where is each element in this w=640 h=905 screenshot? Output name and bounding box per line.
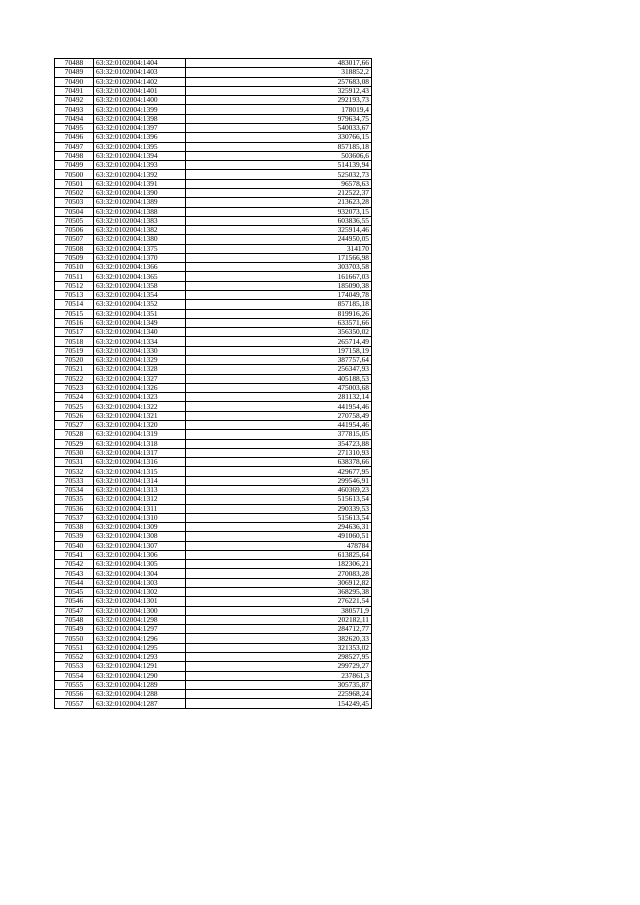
cadastral-number-cell: 63:32:0102004:1298 [94, 615, 186, 624]
row-number-cell: 70524 [55, 393, 94, 402]
row-number-cell: 70545 [55, 588, 94, 597]
table-row [55, 263, 372, 272]
row-number-cell: 70542 [55, 560, 94, 569]
cadastral-number-cell: 63:32:0102004:1311 [94, 504, 186, 513]
table-row [55, 411, 372, 420]
row-number-cell: 70523 [55, 383, 94, 392]
row-number-cell: 70497 [55, 142, 94, 151]
cadastral-number-cell: 63:32:0102004:1322 [94, 402, 186, 411]
cadastral-value-cell: 244950,05 [186, 235, 372, 244]
table-row [55, 365, 372, 374]
cadastral-value-table [54, 58, 372, 709]
row-number-cell: 70521 [55, 365, 94, 374]
row-number-cell: 70489 [55, 68, 94, 77]
cadastral-value-cell: 174049,78 [186, 291, 372, 300]
row-number-cell: 70538 [55, 523, 94, 532]
cadastral-value-cell: 515613,54 [186, 495, 372, 504]
row-number-cell: 70516 [55, 318, 94, 327]
cadastral-number-cell: 63:32:0102004:1352 [94, 300, 186, 309]
table-row [55, 606, 372, 615]
table-row [55, 439, 372, 448]
table-row [55, 337, 372, 346]
table-row [55, 430, 372, 439]
cadastral-number-cell: 63:32:0102004:1354 [94, 291, 186, 300]
cadastral-number-cell: 63:32:0102004:1393 [94, 161, 186, 170]
table-row [55, 523, 372, 532]
table-row [55, 680, 372, 689]
row-number-cell: 70530 [55, 448, 94, 457]
cadastral-number-cell: 63:32:0102004:1314 [94, 476, 186, 485]
table-row [55, 161, 372, 170]
row-number-cell: 70536 [55, 504, 94, 513]
cadastral-number-cell: 63:32:0102004:1301 [94, 597, 186, 606]
row-number-cell: 70508 [55, 244, 94, 253]
cadastral-number-cell: 63:32:0102004:1317 [94, 448, 186, 457]
row-number-cell: 70509 [55, 253, 94, 262]
cadastral-number-cell: 63:32:0102004:1315 [94, 467, 186, 476]
cadastral-number-cell: 63:32:0102004:1366 [94, 263, 186, 272]
table-row [55, 318, 372, 327]
cadastral-number-cell: 63:32:0102004:1401 [94, 86, 186, 95]
cadastral-number-cell: 63:32:0102004:1329 [94, 356, 186, 365]
row-number-cell: 70531 [55, 458, 94, 467]
row-number-cell: 70510 [55, 263, 94, 272]
table-row [55, 96, 372, 105]
cadastral-value-cell: 202182,11 [186, 615, 372, 624]
cadastral-value-cell: 368295,38 [186, 588, 372, 597]
cadastral-number-cell: 63:32:0102004:1300 [94, 606, 186, 615]
cadastral-number-cell: 63:32:0102004:1321 [94, 411, 186, 420]
cadastral-number-cell: 63:32:0102004:1340 [94, 328, 186, 337]
table-row [55, 226, 372, 235]
table-row [55, 690, 372, 699]
row-number-cell: 70491 [55, 86, 94, 95]
cadastral-number-cell: 63:32:0102004:1365 [94, 272, 186, 281]
cadastral-value-cell: 171566,98 [186, 253, 372, 262]
table-row [55, 699, 372, 708]
row-number-cell: 70525 [55, 402, 94, 411]
cadastral-value-cell: 154249,45 [186, 699, 372, 708]
cadastral-value-cell: 441954,46 [186, 420, 372, 429]
cadastral-value-cell: 603836,55 [186, 216, 372, 225]
cadastral-number-cell: 63:32:0102004:1320 [94, 420, 186, 429]
row-number-cell: 70532 [55, 467, 94, 476]
table-row [55, 467, 372, 476]
cadastral-number-cell: 63:32:0102004:1310 [94, 513, 186, 522]
cadastral-value-cell: 292193,73 [186, 96, 372, 105]
cadastral-number-cell: 63:32:0102004:1305 [94, 560, 186, 569]
table-row [55, 448, 372, 457]
cadastral-number-cell: 63:32:0102004:1291 [94, 662, 186, 671]
row-number-cell: 70551 [55, 643, 94, 652]
cadastral-value-cell: 314170 [186, 244, 372, 253]
row-number-cell: 70526 [55, 411, 94, 420]
cadastral-value-cell: 256347,93 [186, 365, 372, 374]
cadastral-number-cell: 63:32:0102004:1404 [94, 59, 186, 68]
cadastral-number-cell: 63:32:0102004:1394 [94, 151, 186, 160]
cadastral-number-cell: 63:32:0102004:1302 [94, 588, 186, 597]
cadastral-value-cell: 380571,9 [186, 606, 372, 615]
cadastral-number-cell: 63:32:0102004:1309 [94, 523, 186, 532]
cadastral-value-cell: 185090,38 [186, 281, 372, 290]
row-number-cell: 70519 [55, 346, 94, 355]
cadastral-number-cell: 63:32:0102004:1403 [94, 68, 186, 77]
cadastral-value-cell: 460369,23 [186, 485, 372, 494]
cadastral-value-cell: 96578,63 [186, 179, 372, 188]
table-row [55, 253, 372, 262]
cadastral-value-cell: 276221,54 [186, 597, 372, 606]
cadastral-value-cell: 298527,95 [186, 653, 372, 662]
row-number-cell: 70500 [55, 170, 94, 179]
row-number-cell: 70512 [55, 281, 94, 290]
cadastral-value-cell: 290339,53 [186, 504, 372, 513]
cadastral-value-cell: 377815,05 [186, 430, 372, 439]
cadastral-value-cell: 483017,66 [186, 59, 372, 68]
cadastral-value-cell: 633571,66 [186, 318, 372, 327]
cadastral-value-cell: 356350,02 [186, 328, 372, 337]
table-row [55, 356, 372, 365]
table-row [55, 513, 372, 522]
table-row [55, 541, 372, 550]
row-number-cell: 70496 [55, 133, 94, 142]
table-row [55, 216, 372, 225]
row-number-cell: 70493 [55, 105, 94, 114]
cadastral-value-cell: 271310,93 [186, 448, 372, 457]
cadastral-value-cell: 197158,19 [186, 346, 372, 355]
cadastral-value-cell: 405188,53 [186, 374, 372, 383]
cadastral-number-cell: 63:32:0102004:1382 [94, 226, 186, 235]
row-number-cell: 70501 [55, 179, 94, 188]
cadastral-number-cell: 63:32:0102004:1399 [94, 105, 186, 114]
table-row [55, 653, 372, 662]
table-row [55, 383, 372, 392]
row-number-cell: 70537 [55, 513, 94, 522]
table-row [55, 170, 372, 179]
cadastral-value-cell: 182306,21 [186, 560, 372, 569]
cadastral-value-cell: 638378,66 [186, 458, 372, 467]
cadastral-number-cell: 63:32:0102004:1303 [94, 578, 186, 587]
table-row [55, 578, 372, 587]
cadastral-value-cell: 318852,2 [186, 68, 372, 77]
cadastral-number-cell: 63:32:0102004:1334 [94, 337, 186, 346]
row-number-cell: 70503 [55, 198, 94, 207]
row-number-cell: 70495 [55, 123, 94, 132]
cadastral-value-cell: 321353,02 [186, 643, 372, 652]
row-number-cell: 70547 [55, 606, 94, 615]
cadastral-number-cell: 63:32:0102004:1328 [94, 365, 186, 374]
row-number-cell: 70520 [55, 356, 94, 365]
row-number-cell: 70552 [55, 653, 94, 662]
table-row [55, 133, 372, 142]
table-row [55, 662, 372, 671]
cadastral-value-cell: 270083,28 [186, 569, 372, 578]
cadastral-number-cell: 63:32:0102004:1297 [94, 625, 186, 634]
cadastral-value-cell: 325912,43 [186, 86, 372, 95]
row-number-cell: 70494 [55, 114, 94, 123]
table-row [55, 86, 372, 95]
cadastral-value-cell: 213623,28 [186, 198, 372, 207]
cadastral-value-cell: 325914,46 [186, 226, 372, 235]
cadastral-number-cell: 63:32:0102004:1295 [94, 643, 186, 652]
table-row [55, 188, 372, 197]
table-row [55, 77, 372, 86]
cadastral-value-cell: 932073,15 [186, 207, 372, 216]
table-row [55, 272, 372, 281]
table-row [55, 393, 372, 402]
row-number-cell: 70499 [55, 161, 94, 170]
table-row [55, 597, 372, 606]
table-row [55, 235, 372, 244]
row-number-cell: 70546 [55, 597, 94, 606]
table-row [55, 634, 372, 643]
row-number-cell: 70490 [55, 77, 94, 86]
cadastral-value-cell: 613825,64 [186, 550, 372, 559]
cadastral-number-cell: 63:32:0102004:1296 [94, 634, 186, 643]
cadastral-number-cell: 63:32:0102004:1370 [94, 253, 186, 262]
cadastral-value-cell: 257683,08 [186, 77, 372, 86]
row-number-cell: 70554 [55, 671, 94, 680]
cadastral-value-cell: 819916,26 [186, 309, 372, 318]
cadastral-value-cell: 478784 [186, 541, 372, 550]
row-number-cell: 70502 [55, 188, 94, 197]
table-row [55, 560, 372, 569]
table-row [55, 59, 372, 68]
row-number-cell: 70549 [55, 625, 94, 634]
table-row [55, 114, 372, 123]
row-number-cell: 70492 [55, 96, 94, 105]
cadastral-number-cell: 63:32:0102004:1308 [94, 532, 186, 541]
table-row [55, 420, 372, 429]
cadastral-number-cell: 63:32:0102004:1304 [94, 569, 186, 578]
row-number-cell: 70534 [55, 485, 94, 494]
row-number-cell: 70553 [55, 662, 94, 671]
table-row [55, 504, 372, 513]
table-row [55, 495, 372, 504]
row-number-cell: 70505 [55, 216, 94, 225]
table-row [55, 643, 372, 652]
cadastral-value-cell: 429677,95 [186, 467, 372, 476]
cadastral-value-cell: 161667,03 [186, 272, 372, 281]
row-number-cell: 70557 [55, 699, 94, 708]
cadastral-value-cell: 270758,49 [186, 411, 372, 420]
row-number-cell: 70528 [55, 430, 94, 439]
cadastral-number-cell: 63:32:0102004:1307 [94, 541, 186, 550]
cadastral-value-cell: 514139,94 [186, 161, 372, 170]
cadastral-value-cell: 491060,51 [186, 532, 372, 541]
cadastral-value-cell: 178019,4 [186, 105, 372, 114]
row-number-cell: 70498 [55, 151, 94, 160]
cadastral-value-cell: 299729,27 [186, 662, 372, 671]
cadastral-number-cell: 63:32:0102004:1396 [94, 133, 186, 142]
row-number-cell: 70543 [55, 569, 94, 578]
row-number-cell: 70535 [55, 495, 94, 504]
cadastral-number-cell: 63:32:0102004:1316 [94, 458, 186, 467]
table-row [55, 207, 372, 216]
cadastral-number-cell: 63:32:0102004:1289 [94, 680, 186, 689]
table-row [55, 532, 372, 541]
table-row [55, 198, 372, 207]
cadastral-value-cell: 306912,82 [186, 578, 372, 587]
table-row [55, 309, 372, 318]
cadastral-value-cell: 299546,91 [186, 476, 372, 485]
row-number-cell: 70517 [55, 328, 94, 337]
row-number-cell: 70556 [55, 690, 94, 699]
row-number-cell: 70541 [55, 550, 94, 559]
cadastral-number-cell: 63:32:0102004:1383 [94, 216, 186, 225]
cadastral-number-cell: 63:32:0102004:1323 [94, 393, 186, 402]
row-number-cell: 70533 [55, 476, 94, 485]
table-row [55, 569, 372, 578]
row-number-cell: 70539 [55, 532, 94, 541]
row-number-cell: 70514 [55, 300, 94, 309]
row-number-cell: 70511 [55, 272, 94, 281]
table-row [55, 476, 372, 485]
row-number-cell: 70522 [55, 374, 94, 383]
table-row [55, 346, 372, 355]
table-body [55, 59, 372, 709]
table-row [55, 374, 372, 383]
cadastral-number-cell: 63:32:0102004:1306 [94, 550, 186, 559]
cadastral-value-cell: 475003,68 [186, 383, 372, 392]
table-row [55, 123, 372, 132]
cadastral-value-cell: 857185,18 [186, 300, 372, 309]
table-row [55, 105, 372, 114]
cadastral-value-cell: 503606,6 [186, 151, 372, 160]
row-number-cell: 70529 [55, 439, 94, 448]
cadastral-value-cell: 540033,67 [186, 123, 372, 132]
row-number-cell: 70515 [55, 309, 94, 318]
cadastral-number-cell: 63:32:0102004:1398 [94, 114, 186, 123]
table-row [55, 671, 372, 680]
row-number-cell: 70518 [55, 337, 94, 346]
row-number-cell: 70513 [55, 291, 94, 300]
row-number-cell: 70550 [55, 634, 94, 643]
cadastral-number-cell: 63:32:0102004:1288 [94, 690, 186, 699]
cadastral-value-cell: 387757,64 [186, 356, 372, 365]
cadastral-number-cell: 63:32:0102004:1395 [94, 142, 186, 151]
row-number-cell: 70540 [55, 541, 94, 550]
table-row [55, 142, 372, 151]
cadastral-number-cell: 63:32:0102004:1390 [94, 188, 186, 197]
cadastral-number-cell: 63:32:0102004:1358 [94, 281, 186, 290]
table-row [55, 625, 372, 634]
table-row [55, 179, 372, 188]
table-row [55, 402, 372, 411]
table-row [55, 550, 372, 559]
row-number-cell: 70544 [55, 578, 94, 587]
cadastral-value-cell: 284712,77 [186, 625, 372, 634]
cadastral-number-cell: 63:32:0102004:1326 [94, 383, 186, 392]
cadastral-value-cell: 294636,31 [186, 523, 372, 532]
cadastral-number-cell: 63:32:0102004:1391 [94, 179, 186, 188]
cadastral-number-cell: 63:32:0102004:1400 [94, 96, 186, 105]
table-row [55, 588, 372, 597]
table-row [55, 328, 372, 337]
cadastral-number-cell: 63:32:0102004:1389 [94, 198, 186, 207]
cadastral-number-cell: 63:32:0102004:1313 [94, 485, 186, 494]
cadastral-value-cell: 330766,15 [186, 133, 372, 142]
cadastral-number-cell: 63:32:0102004:1402 [94, 77, 186, 86]
table-row [55, 151, 372, 160]
cadastral-number-cell: 63:32:0102004:1318 [94, 439, 186, 448]
cadastral-number-cell: 63:32:0102004:1293 [94, 653, 186, 662]
cadastral-value-cell: 382620,33 [186, 634, 372, 643]
cadastral-number-cell: 63:32:0102004:1327 [94, 374, 186, 383]
cadastral-value-cell: 265714,49 [186, 337, 372, 346]
table-row [55, 68, 372, 77]
cadastral-number-cell: 63:32:0102004:1388 [94, 207, 186, 216]
cadastral-number-cell: 63:32:0102004:1375 [94, 244, 186, 253]
table-row [55, 458, 372, 467]
row-number-cell: 70507 [55, 235, 94, 244]
cadastral-number-cell: 63:32:0102004:1330 [94, 346, 186, 355]
cadastral-value-cell: 525032,73 [186, 170, 372, 179]
cadastral-value-cell: 225968,24 [186, 690, 372, 699]
table-row [55, 300, 372, 309]
table-row [55, 615, 372, 624]
cadastral-value-cell: 515613,54 [186, 513, 372, 522]
cadastral-value-cell: 354723,88 [186, 439, 372, 448]
cadastral-number-cell: 63:32:0102004:1392 [94, 170, 186, 179]
cadastral-number-cell: 63:32:0102004:1349 [94, 318, 186, 327]
cadastral-number-cell: 63:32:0102004:1290 [94, 671, 186, 680]
cadastral-number-cell: 63:32:0102004:1287 [94, 699, 186, 708]
cadastral-value-cell: 441954,46 [186, 402, 372, 411]
cadastral-value-cell: 305735,87 [186, 680, 372, 689]
row-number-cell: 70548 [55, 615, 94, 624]
cadastral-value-cell: 281132,14 [186, 393, 372, 402]
cadastral-value-cell: 857185,18 [186, 142, 372, 151]
table-row [55, 291, 372, 300]
row-number-cell: 70506 [55, 226, 94, 235]
cadastral-number-cell: 63:32:0102004:1319 [94, 430, 186, 439]
row-number-cell: 70504 [55, 207, 94, 216]
row-number-cell: 70555 [55, 680, 94, 689]
cadastral-number-cell: 63:32:0102004:1397 [94, 123, 186, 132]
table-row [55, 485, 372, 494]
cadastral-number-cell: 63:32:0102004:1312 [94, 495, 186, 504]
cadastral-value-cell: 212522,37 [186, 188, 372, 197]
cadastral-number-cell: 63:32:0102004:1380 [94, 235, 186, 244]
row-number-cell: 70488 [55, 59, 94, 68]
cadastral-value-cell: 979634,75 [186, 114, 372, 123]
table-row [55, 281, 372, 290]
row-number-cell: 70527 [55, 420, 94, 429]
cadastral-value-cell: 237861,3 [186, 671, 372, 680]
cadastral-value-cell: 303703,58 [186, 263, 372, 272]
table-row [55, 244, 372, 253]
cadastral-number-cell: 63:32:0102004:1351 [94, 309, 186, 318]
